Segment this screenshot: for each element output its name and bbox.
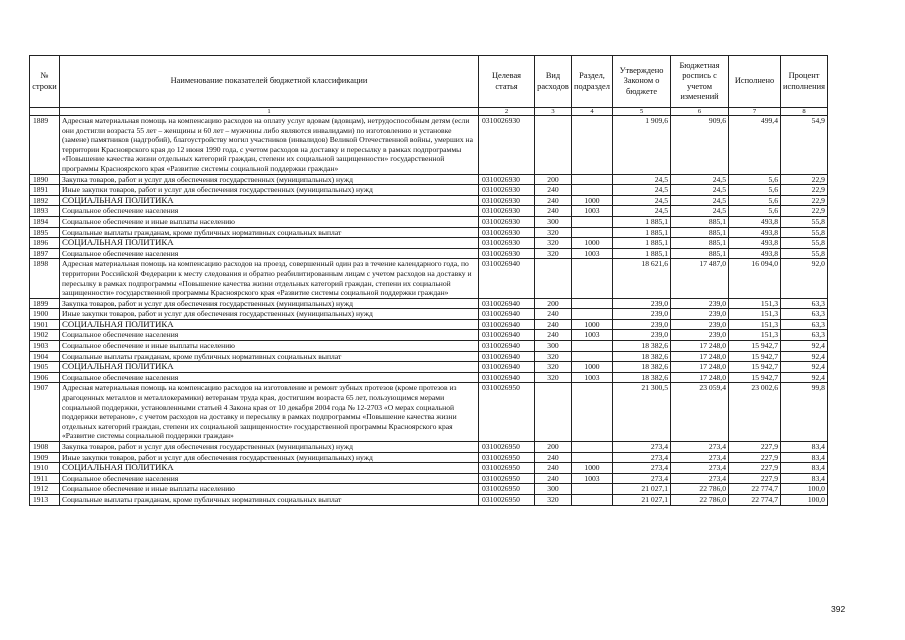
header-target: Целевая статья	[479, 56, 535, 108]
budget-schedule-amount: 24,5	[671, 185, 729, 196]
expense-kind: 200	[535, 174, 572, 185]
target-article: 0310026940	[479, 372, 535, 383]
budget-schedule-amount: 885,1	[671, 238, 729, 249]
target-article: 0310026950	[479, 473, 535, 484]
approved-amount: 18 382,6	[613, 372, 671, 383]
execution-percent: 83,4	[781, 442, 828, 453]
budget-schedule-amount: 17 487,0	[671, 259, 729, 298]
expense-kind: 240	[535, 473, 572, 484]
budget-schedule-amount: 273,4	[671, 463, 729, 474]
column-number: 1	[60, 108, 479, 116]
indicator-name: СОЦИАЛЬНАЯ ПОЛИТИКА	[60, 463, 479, 474]
approved-amount: 24,5	[613, 195, 671, 206]
indicator-name: Социальное обеспечение населения	[60, 372, 479, 383]
row-number: 1904	[30, 351, 60, 362]
execution-percent: 22,9	[781, 185, 828, 196]
indicator-name: СОЦИАЛЬНАЯ ПОЛИТИКА	[60, 195, 479, 206]
expense-kind: 240	[535, 452, 572, 463]
row-number: 1906	[30, 372, 60, 383]
executed-amount: 151,3	[729, 330, 781, 341]
budget-schedule-amount: 885,1	[671, 227, 729, 238]
row-number: 1905	[30, 362, 60, 373]
section-subsection: 1000	[572, 238, 613, 249]
executed-amount: 23 002,6	[729, 383, 781, 442]
execution-percent: 83,4	[781, 463, 828, 474]
table-row	[30, 216, 828, 227]
target-article: 0310026940	[479, 362, 535, 373]
expense-kind: 240	[535, 463, 572, 474]
indicator-name: Социальное обеспечение населения	[60, 248, 479, 259]
column-number: 6	[671, 108, 729, 116]
execution-percent: 92,0	[781, 259, 828, 298]
table-row	[30, 319, 828, 330]
target-article: 0310026940	[479, 309, 535, 320]
target-article: 0310026950	[479, 484, 535, 495]
approved-amount: 21 300,5	[613, 383, 671, 442]
target-article: 0310026940	[479, 341, 535, 352]
table-row	[30, 116, 828, 175]
section-subsection: 1000	[572, 463, 613, 474]
budget-schedule-amount: 24,5	[671, 206, 729, 217]
section-subsection	[572, 298, 613, 309]
indicator-name: Социальное обеспечение и иные выплаты населению	[60, 484, 479, 495]
target-article: 0310026930	[479, 206, 535, 217]
indicator-name: Закупка товаров, работ и услуг для обеспечения государственных (муниципальных) нужд	[60, 298, 479, 309]
section-subsection	[572, 442, 613, 453]
section-subsection: 1000	[572, 195, 613, 206]
table-row	[30, 383, 828, 442]
table-row	[30, 473, 828, 484]
approved-amount: 18 382,6	[613, 362, 671, 373]
expense-kind	[535, 116, 572, 175]
row-number: 1912	[30, 484, 60, 495]
executed-amount: 5,6	[729, 185, 781, 196]
execution-percent: 54,9	[781, 116, 828, 175]
indicator-name: Социальные выплаты гражданам, кроме публичных нормативных социальных выплат	[60, 494, 479, 505]
header-approved: Утверждено Законом о бюджете	[613, 56, 671, 108]
table-row	[30, 174, 828, 185]
section-subsection	[572, 494, 613, 505]
expense-kind: 320	[535, 238, 572, 249]
indicator-name: СОЦИАЛЬНАЯ ПОЛИТИКА	[60, 319, 479, 330]
section-subsection: 1003	[572, 330, 613, 341]
header-budget: Бюджетная роспись с учетом изменений	[671, 56, 729, 108]
expense-kind: 320	[535, 494, 572, 505]
row-number: 1893	[30, 206, 60, 217]
indicator-name: Социальные выплаты гражданам, кроме публичных нормативных социальных выплат	[60, 351, 479, 362]
table-row	[30, 248, 828, 259]
expense-kind: 300	[535, 484, 572, 495]
executed-amount: 22 774,7	[729, 494, 781, 505]
expense-kind: 320	[535, 227, 572, 238]
indicator-name: Социальное обеспечение населения	[60, 206, 479, 217]
section-subsection: 1000	[572, 319, 613, 330]
row-number: 1913	[30, 494, 60, 505]
approved-amount: 239,0	[613, 330, 671, 341]
execution-percent: 100,0	[781, 484, 828, 495]
target-article: 0310026930	[479, 238, 535, 249]
expense-kind: 300	[535, 341, 572, 352]
approved-amount: 18 621,6	[613, 259, 671, 298]
budget-schedule-amount: 273,4	[671, 473, 729, 484]
row-number: 1910	[30, 463, 60, 474]
row-number: 1903	[30, 341, 60, 352]
budget-report-sheet	[29, 55, 828, 506]
target-article: 0310026930	[479, 248, 535, 259]
table-row	[30, 195, 828, 206]
table-row	[30, 238, 828, 249]
indicator-name: Социальные выплаты гражданам, кроме публичных нормативных социальных выплат	[60, 227, 479, 238]
execution-percent: 22,9	[781, 206, 828, 217]
target-article: 0310026940	[479, 330, 535, 341]
header-section: Раздел, подраздел	[572, 56, 613, 108]
target-article: 0310026930	[479, 174, 535, 185]
target-article: 0310026940	[479, 259, 535, 298]
target-article: 0310026940	[479, 298, 535, 309]
execution-percent: 83,4	[781, 473, 828, 484]
column-number: 8	[781, 108, 828, 116]
section-subsection	[572, 185, 613, 196]
table-row	[30, 206, 828, 217]
column-number: 4	[572, 108, 613, 116]
expense-kind: 320	[535, 372, 572, 383]
section-subsection	[572, 341, 613, 352]
budget-table	[29, 55, 828, 506]
execution-percent: 55,8	[781, 238, 828, 249]
indicator-name: СОЦИАЛЬНАЯ ПОЛИТИКА	[60, 238, 479, 249]
header-kind: Вид расходов	[535, 56, 572, 108]
budget-schedule-amount: 239,0	[671, 319, 729, 330]
execution-percent: 92,4	[781, 341, 828, 352]
column-number: 7	[729, 108, 781, 116]
section-subsection: 1003	[572, 372, 613, 383]
section-subsection	[572, 116, 613, 175]
expense-kind: 240	[535, 330, 572, 341]
budget-schedule-amount: 885,1	[671, 216, 729, 227]
section-subsection	[572, 452, 613, 463]
indicator-name: Социальное обеспечение населения	[60, 473, 479, 484]
budget-schedule-amount: 22 786,0	[671, 484, 729, 495]
budget-schedule-amount: 273,4	[671, 442, 729, 453]
budget-schedule-amount: 239,0	[671, 309, 729, 320]
table-row	[30, 185, 828, 196]
budget-schedule-amount: 273,4	[671, 452, 729, 463]
budget-schedule-amount: 17 248,0	[671, 351, 729, 362]
executed-amount: 227,9	[729, 463, 781, 474]
section-subsection	[572, 383, 613, 442]
executed-amount: 493,8	[729, 216, 781, 227]
executed-amount: 227,9	[729, 452, 781, 463]
budget-schedule-amount: 17 248,0	[671, 341, 729, 352]
executed-amount: 151,3	[729, 298, 781, 309]
approved-amount: 273,4	[613, 452, 671, 463]
table-row	[30, 362, 828, 373]
row-number: 1890	[30, 174, 60, 185]
section-subsection: 1000	[572, 362, 613, 373]
target-article: 0310026950	[479, 463, 535, 474]
section-subsection	[572, 351, 613, 362]
row-number: 1902	[30, 330, 60, 341]
execution-percent: 63,3	[781, 309, 828, 320]
indicator-name: Адресная материальная помощь на компенсацию расходов на изготовление и ремонт зубных протезов (кроме протезов из драгоценных металлов и металлокерамики) ветеранам труда края, достигшим возраста 65 лет, пользующимся мерами социальной поддержки, установленными статьей 4 Закона края от 10 декабря 2004 года № 12-2703 «О мерах социальной поддержки ветеранов», с учетом расходов на доставку и пересылку в рамках подпрограммы «Повышение качества жизни отдельных категорий граждан, степени их социальной защищенности» государственной программы Красноярского края «Развитие системы социальной поддержки граждан»	[60, 383, 479, 442]
target-article: 0310026930	[479, 185, 535, 196]
approved-amount: 24,5	[613, 206, 671, 217]
row-number: 1898	[30, 259, 60, 298]
budget-schedule-amount: 24,5	[671, 174, 729, 185]
table-row	[30, 330, 828, 341]
header-percent: Процент исполнения	[781, 56, 828, 108]
executed-amount: 16 094,0	[729, 259, 781, 298]
execution-percent: 92,4	[781, 351, 828, 362]
expense-kind: 300	[535, 216, 572, 227]
execution-percent: 83,4	[781, 452, 828, 463]
table-row	[30, 341, 828, 352]
approved-amount: 21 027,1	[613, 484, 671, 495]
table-row	[30, 298, 828, 309]
executed-amount: 151,3	[729, 309, 781, 320]
target-article: 0310026940	[479, 351, 535, 362]
table-row	[30, 442, 828, 453]
table-row	[30, 227, 828, 238]
approved-amount: 1 885,1	[613, 227, 671, 238]
indicator-name: Закупка товаров, работ и услуг для обеспечения государственных (муниципальных) нужд	[60, 174, 479, 185]
approved-amount: 24,5	[613, 174, 671, 185]
execution-percent: 63,3	[781, 298, 828, 309]
expense-kind: 240	[535, 206, 572, 217]
executed-amount: 493,8	[729, 227, 781, 238]
header-row-no: № строки	[30, 56, 60, 108]
section-subsection	[572, 227, 613, 238]
expense-kind: 200	[535, 298, 572, 309]
row-number: 1908	[30, 442, 60, 453]
column-number-row	[30, 108, 828, 116]
section-subsection	[572, 216, 613, 227]
approved-amount: 1 885,1	[613, 238, 671, 249]
executed-amount: 227,9	[729, 473, 781, 484]
approved-amount: 239,0	[613, 309, 671, 320]
execution-percent: 92,4	[781, 372, 828, 383]
expense-kind: 240	[535, 185, 572, 196]
approved-amount: 239,0	[613, 298, 671, 309]
budget-schedule-amount: 17 248,0	[671, 372, 729, 383]
row-number: 1891	[30, 185, 60, 196]
target-article: 0310026950	[479, 452, 535, 463]
indicator-name: Иные закупки товаров, работ и услуг для обеспечения государственных (муниципальных) нужд	[60, 185, 479, 196]
column-number: 5	[613, 108, 671, 116]
column-number: 3	[535, 108, 572, 116]
target-article: 0310026950	[479, 383, 535, 442]
table-row	[30, 463, 828, 474]
page-number: 392	[831, 604, 846, 614]
approved-amount: 1 909,6	[613, 116, 671, 175]
table-row	[30, 494, 828, 505]
section-subsection: 1003	[572, 473, 613, 484]
target-article: 0310026930	[479, 216, 535, 227]
header-executed: Исполнено	[729, 56, 781, 108]
section-subsection	[572, 484, 613, 495]
column-number	[30, 108, 60, 116]
target-article: 0310026940	[479, 319, 535, 330]
execution-percent: 55,8	[781, 216, 828, 227]
expense-kind: 320	[535, 351, 572, 362]
execution-percent: 63,3	[781, 319, 828, 330]
indicator-name: СОЦИАЛЬНАЯ ПОЛИТИКА	[60, 362, 479, 373]
row-number: 1900	[30, 309, 60, 320]
target-article: 0310026930	[479, 195, 535, 206]
executed-amount: 5,6	[729, 195, 781, 206]
expense-kind: 240	[535, 309, 572, 320]
row-number: 1889	[30, 116, 60, 175]
indicator-name: Адресная материальная помощь на компенсацию расходов на проезд, совершенный один раз в течение календарного года, по территории Российской Федерации к месту следования и обратно реабилитированным лицам с учетом расходов на доставку и пересылку в рамках подпрограммы «Повышение качества жизни отдельных категорий граждан, степени их социальной защищенности» государственной программы Красноярского края «Развитие системы социальной поддержки граждан»	[60, 259, 479, 298]
budget-schedule-amount: 17 248,0	[671, 362, 729, 373]
expense-kind: 320	[535, 248, 572, 259]
expense-kind: 240	[535, 195, 572, 206]
table-row	[30, 351, 828, 362]
column-number: 2	[479, 108, 535, 116]
approved-amount: 24,5	[613, 185, 671, 196]
target-article: 0310026950	[479, 494, 535, 505]
row-number: 1907	[30, 383, 60, 442]
section-subsection	[572, 174, 613, 185]
row-number: 1894	[30, 216, 60, 227]
expense-kind: 240	[535, 319, 572, 330]
budget-schedule-amount: 885,1	[671, 248, 729, 259]
row-number: 1892	[30, 195, 60, 206]
indicator-name: Социальное обеспечение и иные выплаты населению	[60, 216, 479, 227]
execution-percent: 99,8	[781, 383, 828, 442]
executed-amount: 22 774,7	[729, 484, 781, 495]
approved-amount: 1 885,1	[613, 216, 671, 227]
indicator-name: Закупка товаров, работ и услуг для обеспечения государственных (муниципальных) нужд	[60, 442, 479, 453]
budget-schedule-amount: 909,6	[671, 116, 729, 175]
expense-kind: 320	[535, 362, 572, 373]
target-article: 0310026950	[479, 442, 535, 453]
section-subsection: 1003	[572, 206, 613, 217]
budget-schedule-amount: 239,0	[671, 298, 729, 309]
section-subsection: 1003	[572, 248, 613, 259]
table-row	[30, 484, 828, 495]
budget-schedule-amount: 23 059,4	[671, 383, 729, 442]
execution-percent: 63,3	[781, 330, 828, 341]
executed-amount: 5,6	[729, 174, 781, 185]
target-article: 0310026930	[479, 116, 535, 175]
row-number: 1895	[30, 227, 60, 238]
execution-percent: 22,9	[781, 174, 828, 185]
expense-kind	[535, 259, 572, 298]
indicator-name: Социальное обеспечение и иные выплаты населению	[60, 341, 479, 352]
table-row	[30, 372, 828, 383]
executed-amount: 15 942,7	[729, 351, 781, 362]
expense-kind: 200	[535, 442, 572, 453]
execution-percent: 92,4	[781, 362, 828, 373]
executed-amount: 151,3	[729, 319, 781, 330]
approved-amount: 18 382,6	[613, 351, 671, 362]
indicator-name: Социальное обеспечение населения	[60, 330, 479, 341]
table-row	[30, 259, 828, 298]
approved-amount: 18 382,6	[613, 341, 671, 352]
approved-amount: 1 885,1	[613, 248, 671, 259]
execution-percent: 100,0	[781, 494, 828, 505]
executed-amount: 493,8	[729, 238, 781, 249]
table-row	[30, 452, 828, 463]
execution-percent: 22,9	[781, 195, 828, 206]
row-number: 1899	[30, 298, 60, 309]
section-subsection	[572, 309, 613, 320]
execution-percent: 55,8	[781, 248, 828, 259]
indicator-name: Иные закупки товаров, работ и услуг для обеспечения государственных (муниципальных) нужд	[60, 452, 479, 463]
executed-amount: 493,8	[729, 248, 781, 259]
budget-schedule-amount: 22 786,0	[671, 494, 729, 505]
executed-amount: 227,9	[729, 442, 781, 453]
approved-amount: 273,4	[613, 463, 671, 474]
row-number: 1896	[30, 238, 60, 249]
section-subsection	[572, 259, 613, 298]
table-header-row	[30, 56, 828, 108]
budget-schedule-amount: 24,5	[671, 195, 729, 206]
indicator-name: Иные закупки товаров, работ и услуг для обеспечения государственных (муниципальных) нужд	[60, 309, 479, 320]
executed-amount: 499,4	[729, 116, 781, 175]
approved-amount: 273,4	[613, 442, 671, 453]
executed-amount: 15 942,7	[729, 372, 781, 383]
approved-amount: 21 027,1	[613, 494, 671, 505]
table-body	[30, 116, 828, 506]
target-article: 0310026930	[479, 227, 535, 238]
executed-amount: 15 942,7	[729, 341, 781, 352]
execution-percent: 55,8	[781, 227, 828, 238]
expense-kind	[535, 383, 572, 442]
row-number: 1911	[30, 473, 60, 484]
executed-amount: 5,6	[729, 206, 781, 217]
budget-schedule-amount: 239,0	[671, 330, 729, 341]
header-name: Наименование показателей бюджетной классификации	[60, 56, 479, 108]
row-number: 1897	[30, 248, 60, 259]
executed-amount: 15 942,7	[729, 362, 781, 373]
approved-amount: 273,4	[613, 473, 671, 484]
row-number: 1901	[30, 319, 60, 330]
table-row	[30, 309, 828, 320]
approved-amount: 239,0	[613, 319, 671, 330]
row-number: 1909	[30, 452, 60, 463]
indicator-name: Адресная материальная помощь на компенсацию расходов на оплату услуг вдовам (вдовцам), нетрудоспособным детям (если они достигли возраста 55 лет – женщины и 60 лет – мужчины либо являются инвалидами) по изготовлению и установке (замене) памятников (надгробий), благоустройству могил участников (инвалидов) Великой Отечественной войны, умерших на территории Красноярского края до 12 июня 1990 года, с учетом расходов на доставку и пересылку в рамках подпрограммы «Повышение качества жизни отдельных категорий граждан, степени их социальной защищенности» государственной программы Красноярского края «Развитие системы социальной поддержки граждан»	[60, 116, 479, 175]
